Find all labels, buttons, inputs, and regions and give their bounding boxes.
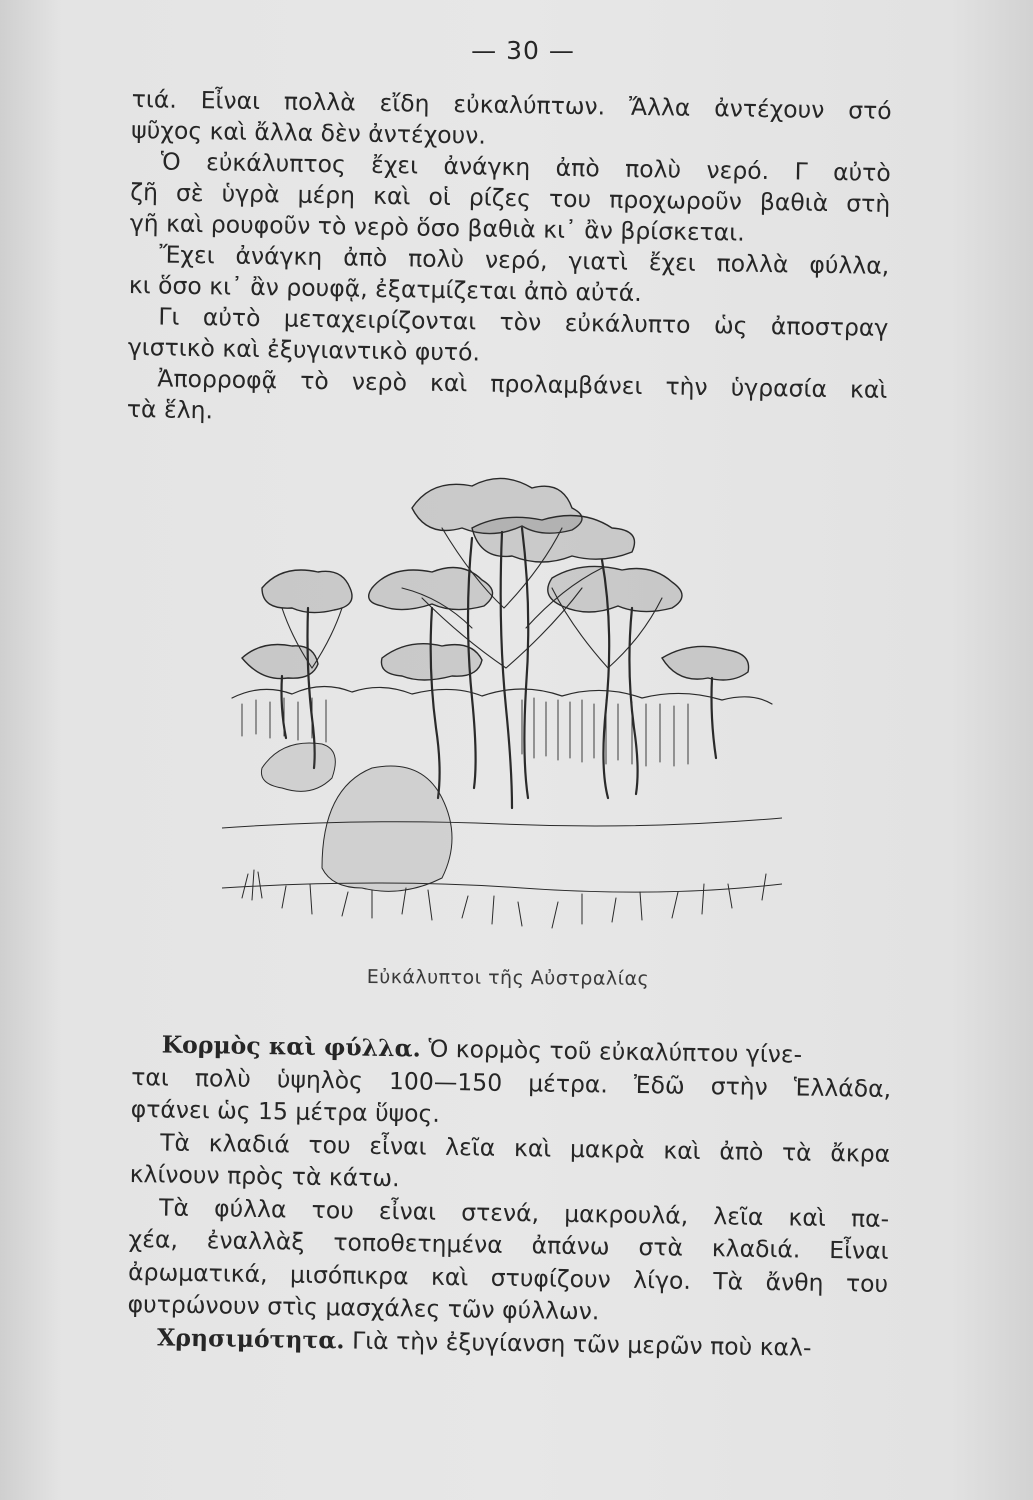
- figure-caption: Εὐκάλυπτοι τῆς Αὐστραλίας: [366, 966, 650, 990]
- text-line: φυτρώνουν στὶς μασχάλες τῶν φύλλων.: [127, 1289, 600, 1326]
- text-line: Ἀπορροφᾷ τὸ νερὸ καὶ προλαμβάνει τὴν ὑγρασία καὶ: [157, 364, 888, 404]
- top-paragraphs: [127, 84, 892, 437]
- text-line: Ἔχει ἀνάγκη ἀπὸ πολὺ νερό, γιατὶ ἔχει πολλὰ φύλλα,: [159, 240, 890, 280]
- eucalyptus-illustration: [222, 468, 782, 960]
- text-line: φτάνει ὡς 15 μέτρα ὕψος.: [130, 1094, 441, 1128]
- text-line: τιά. Εἶναι πολλὰ εἴδη εὐκαλύπτων. Ἄλλα ἀντέχουν στό: [131, 84, 892, 125]
- text-line: Γι αὐτὸ μεταχειρίζονται τὸν εὐκάλυπτο ὡς ἀποστραγ: [158, 302, 889, 342]
- lower-paragraphs: [127, 1028, 892, 1365]
- text-line: ται πολὺ ὑψηλὸς 100—150 μέτρα. Ἐδῶ στὴν Ἑλλάδα,: [131, 1062, 892, 1103]
- text-fragment: Γιὰ τὴν ἐξυγίανση τῶν μερῶν ποὺ καλ-: [351, 1325, 812, 1362]
- text-line: Τὰ κλαδιά του εἶναι λεῖα καὶ μακρὰ καὶ ἀπὸ τὰ ἄκρα: [159, 1127, 891, 1168]
- text-fragment: Ὁ κορμὸς τοῦ εὐκαλύπτου γίνε-: [428, 1034, 803, 1069]
- text-line: ψῦχος καὶ ἄλλα δὲν ἀντέχουν.: [131, 115, 487, 150]
- text-line: κλίνουν πρὸς τὰ κάτω.: [129, 1159, 400, 1193]
- text-line: ἀρωματικά, μισόπικρα καὶ στυφίζουν λίγο. Τὰ ἄνθη του: [127, 1257, 889, 1298]
- text-line: χέα, ἐναλλὰξ τοποθετημένα ἀπάνω στὰ κλαδιά. Εἶναι: [128, 1224, 889, 1265]
- text-line: ζῆ σὲ ὑγρὰ μέρη καὶ οἱ ρίζες του προχωροῦν βαθιὰ στὴ: [130, 177, 891, 218]
- text-line: τὰ ἕλη.: [126, 394, 214, 425]
- text-line: γιστικὸ καὶ ἐξυγιαντικὸ φυτό.: [127, 332, 481, 367]
- page-number: — 30 —: [471, 36, 575, 65]
- text-line: γῆ καὶ ρουφοῦν τὸ νερὸ ὅσο βαθιὰ κι᾽ ἂν βρίσκεται.: [129, 208, 745, 247]
- section-heading: Κορμὸς καὶ φύλλα.: [161, 1030, 422, 1063]
- text-line: Ὁ εὐκάλυπτος ἔχει ἀνάγκη ἀπὸ πολὺ νερό. Γ αὐτὸ: [160, 147, 891, 187]
- text-line: κι ὅσο κι᾽ ἂν ρουφᾷ, ἐξατμίζεται ἀπὸ αὐτά.: [128, 270, 642, 308]
- text-line: Τὰ φύλλα του εἶναι στενά, μακρουλά, λεῖα καὶ πα-: [158, 1192, 890, 1233]
- section-heading: Χρησιμότητα.: [156, 1322, 345, 1354]
